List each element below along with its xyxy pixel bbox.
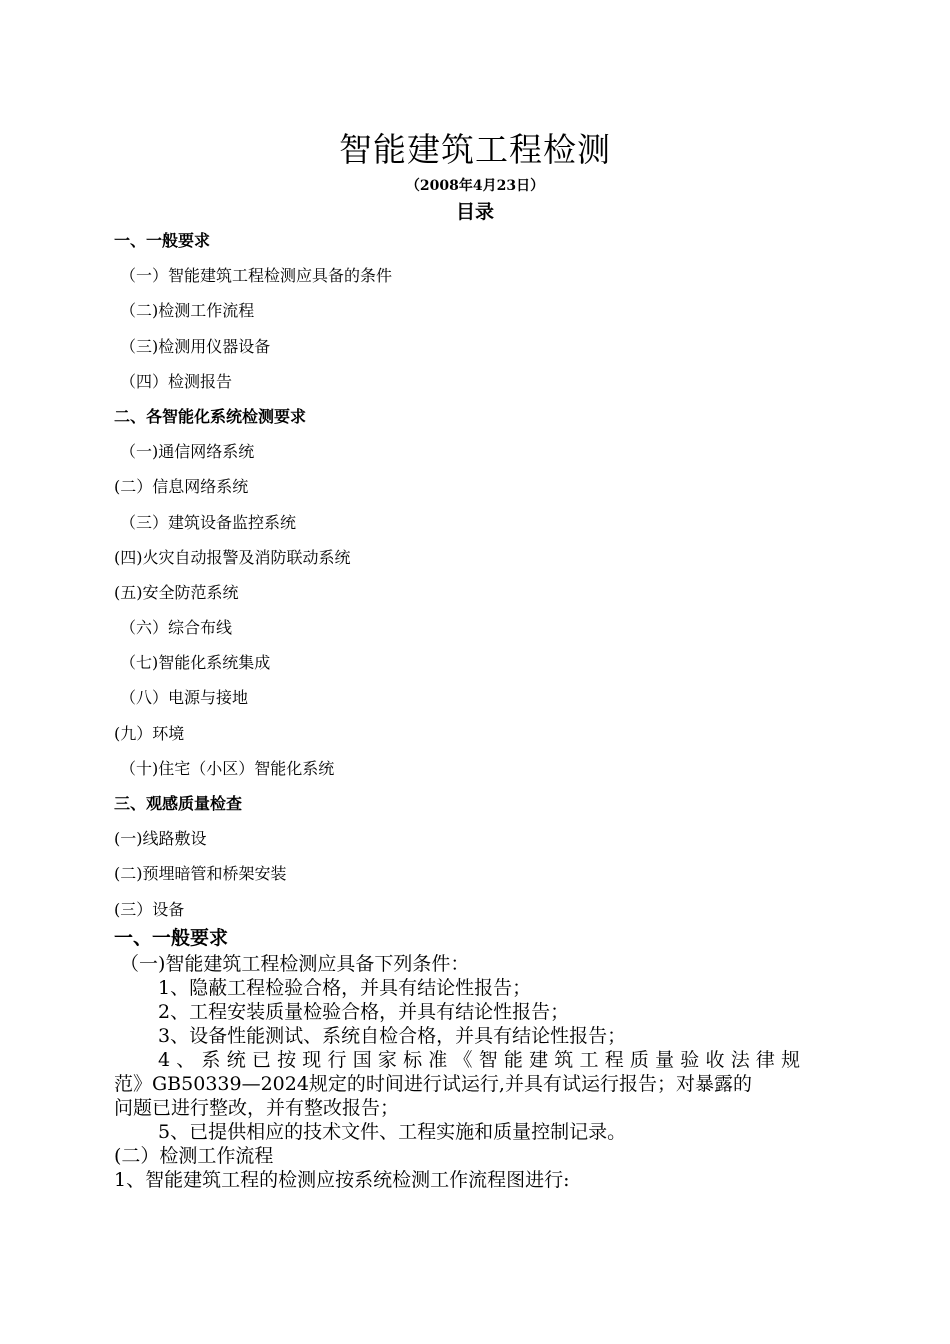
toc-item: （三）建筑设备监控系统 <box>120 512 297 532</box>
toc-item: (四)火灾自动报警及消防联动系统 <box>114 547 351 567</box>
body-step: 1、智能建筑工程的检测应按系统检测工作流程图进行: <box>114 1169 570 1191</box>
toc-item: (三）设备 <box>114 899 185 919</box>
toc-section: 一、一般要求 <box>114 231 211 250</box>
toc-item: （八）电源与接地 <box>120 688 249 708</box>
toc-item: （三)检测用仪器设备 <box>120 336 271 356</box>
body-subheading: （一)智能建筑工程检测应具备下列条件： <box>120 953 470 975</box>
paragraph-line: 4、系统已按现行国家标准《智能建筑工程质量验收法律规 <box>158 1049 807 1071</box>
body-list-item: 3、设备性能测试、系统自检合格，并具有结论性报告； <box>158 1025 627 1047</box>
toc-item: （一)通信网络系统 <box>120 442 255 462</box>
toc-section: 二、各智能化系统检测要求 <box>114 406 307 426</box>
toc-heading: 目录 <box>455 201 494 223</box>
toc-item: （十)住宅（小区）智能化系统 <box>120 758 335 778</box>
body-subheading: (二）检测工作流程 <box>114 1145 274 1167</box>
document-title: 智能建筑工程检测 <box>339 130 611 169</box>
paragraph-line: 范》GB50339—2024规定的时间进行试运行,并具有试运行报告；对暴露的 <box>114 1073 752 1095</box>
body-list-item: 1、隐蔽工程检验合格，并具有结论性报告； <box>158 977 532 999</box>
body-paragraph <box>114 1048 836 1120</box>
toc-item: （六）综合布线 <box>120 618 233 638</box>
document-date: （2008年4月23日） <box>405 178 545 194</box>
body-list-item: 2、工程安装质量检验合格，并具有结论性报告； <box>158 1001 570 1023</box>
toc-item: （七)智能化系统集成 <box>120 653 271 673</box>
toc-item: (二)预埋暗管和桥架安装 <box>114 864 287 884</box>
toc-item: (五)安全防范系统 <box>114 582 239 602</box>
toc-section: 三、观感质量检查 <box>114 794 243 813</box>
toc-item: (九）环境 <box>114 723 185 743</box>
document-body <box>114 924 836 1192</box>
toc-item: (一)线路敷设 <box>114 829 207 849</box>
toc-item: （二)检测工作流程 <box>120 301 255 321</box>
toc-item: (二）信息网络系统 <box>114 477 249 497</box>
paragraph-line: 问题已进行整改，并有整改报告； <box>114 1097 400 1119</box>
toc-item: （四）检测报告 <box>120 371 233 391</box>
toc-item: （一）智能建筑工程检测应具备的条件 <box>120 266 393 286</box>
body-list-item: 5、已提供相应的技术文件、工程实施和质量控制记录。 <box>158 1121 627 1143</box>
table-of-contents <box>114 223 834 927</box>
body-section-heading: 一、一般要求 <box>114 927 229 949</box>
